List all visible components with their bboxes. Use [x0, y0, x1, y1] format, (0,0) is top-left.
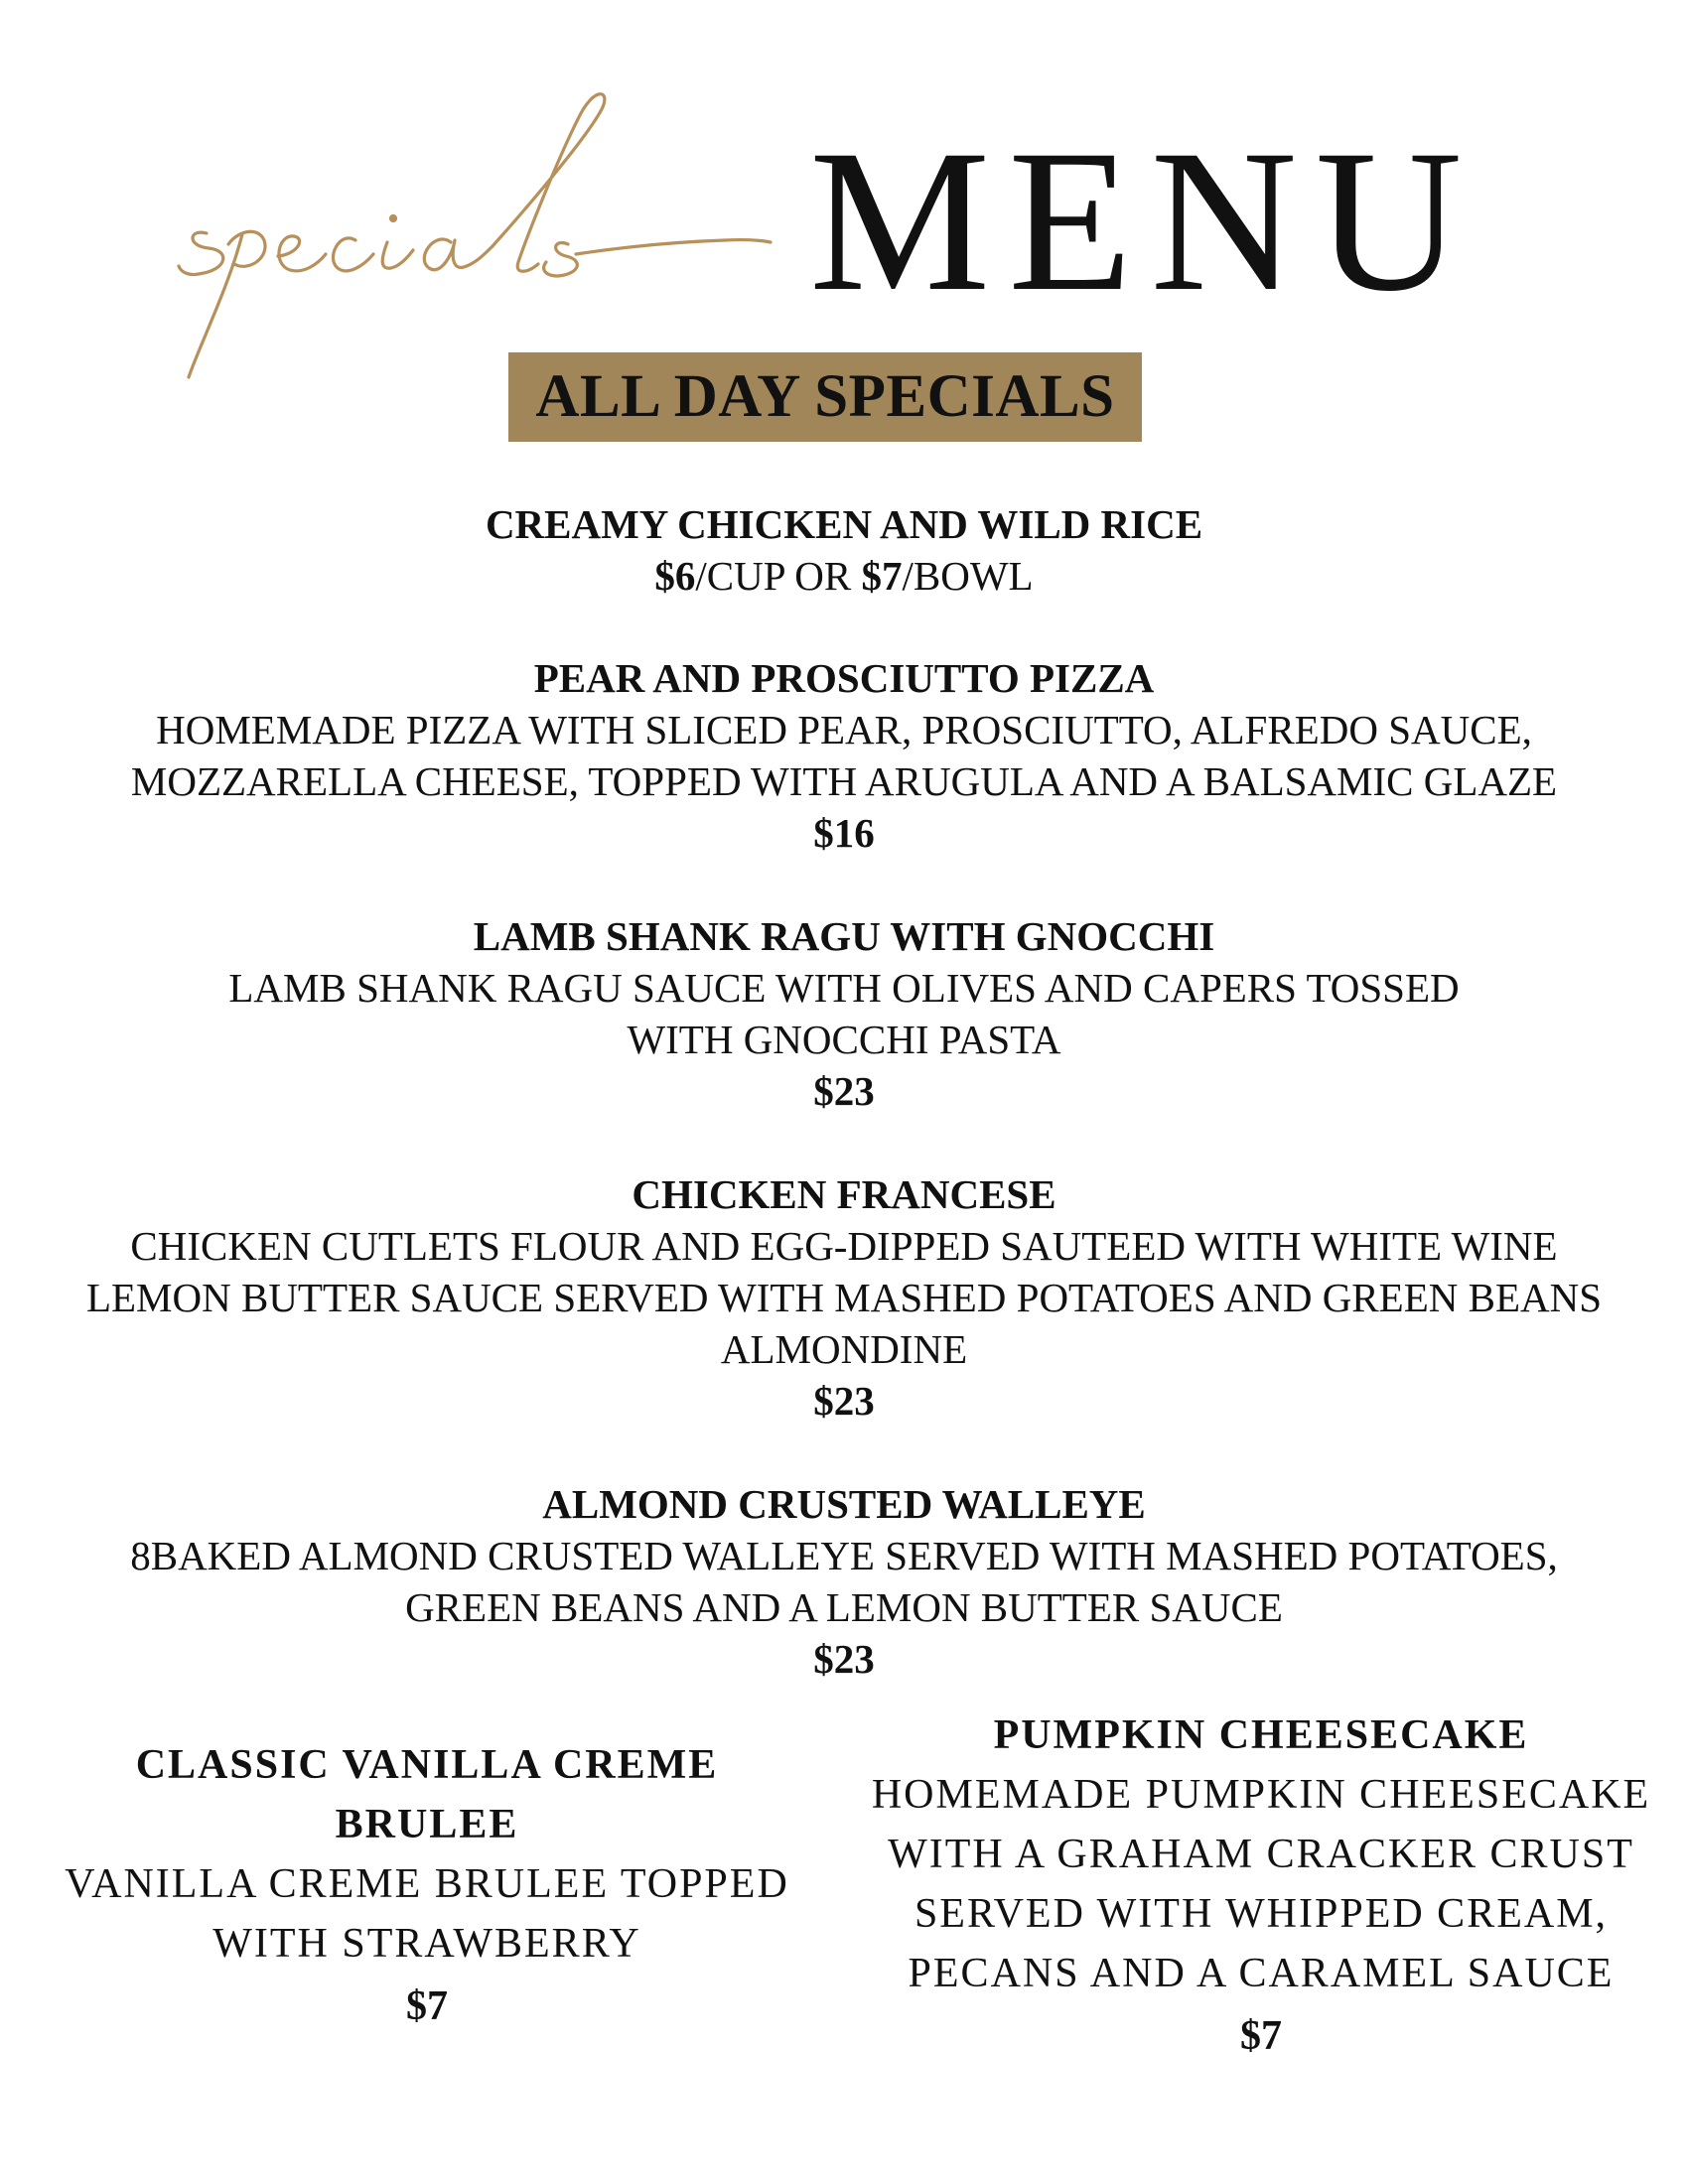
description-line: LAMB SHANK RAGU SAUCE WITH OLIVES AND CAPERS TOSSED — [228, 965, 1460, 1011]
item-price — [0, 550, 1688, 602]
dessert-description — [854, 1765, 1668, 2003]
description-line: ALMONDINE — [720, 1326, 968, 1372]
item-price: $23 — [813, 1068, 875, 1114]
dessert-name: BRULEE — [335, 1802, 519, 1847]
item-price: $23 — [813, 1636, 875, 1682]
description-line: WITH GNOCCHI PASTA — [627, 1017, 1061, 1062]
item-name: PEAR AND PROSCIUTTO PIZZA — [533, 655, 1155, 701]
description-line: HOMEMADE PUMPKIN CHEESECAKE — [871, 1772, 1651, 1818]
description-line: 8BAKED ALMOND CRUSTED WALLEYE SERVED WITH MASHED POTATOES, — [130, 1533, 1558, 1578]
cup-price: $6 — [654, 553, 696, 599]
dessert-name: PUMPKIN CHEESECAKE — [993, 1712, 1529, 1758]
dessert-price: $7 — [1240, 2013, 1282, 2059]
item-name: LAMB SHANK RAGU WITH GNOCCHI — [473, 913, 1215, 959]
item-description — [0, 1220, 1688, 1375]
dessert-name: CLASSIC VANILLA CREME — [135, 1742, 719, 1788]
dessert-creme-brulee — [30, 1735, 824, 2039]
menu-item-soup — [0, 498, 1688, 602]
description-line: MOZZARELLA CHEESE, TOPPED WITH ARUGULA AND A BALSAMIC GLAZE — [130, 758, 1558, 804]
description-line: PECANS AND A CARAMEL SAUCE — [908, 1951, 1615, 1996]
dessert-pumpkin-cheesecake — [854, 1706, 1668, 2069]
item-description — [0, 704, 1688, 807]
item-name: CREAMY CHICKEN AND WILD RICE — [485, 501, 1203, 547]
item-price: $23 — [813, 1378, 875, 1424]
price-unit: /BOWL — [902, 553, 1034, 599]
menu-item-pizza — [0, 652, 1688, 859]
menu-title: MENU — [809, 108, 1480, 334]
dessert-price: $7 — [406, 1983, 448, 2029]
description-line: SERVED WITH WHIPPED CREAM, — [914, 1891, 1609, 1937]
item-name: CHICKEN FRANCESE — [632, 1171, 1056, 1217]
item-description — [0, 962, 1688, 1065]
all-day-specials-banner — [508, 352, 1142, 442]
item-name: ALMOND CRUSTED WALLEYE — [542, 1481, 1146, 1527]
banner-text: ALL DAY SPECIALS — [535, 363, 1115, 430]
description-line: WITH STRAWBERRY — [212, 1921, 641, 1967]
item-price: $16 — [813, 810, 875, 856]
description-line: WITH A GRAHAM CRACKER CRUST — [888, 1832, 1634, 1877]
menu-item-chicken-francese — [0, 1168, 1688, 1427]
item-description — [0, 1530, 1688, 1633]
menu-item-walleye — [0, 1478, 1688, 1685]
description-line: GREEN BEANS AND A LEMON BUTTER SAUCE — [405, 1584, 1283, 1630]
description-line: CHICKEN CUTLETS FLOUR AND EGG-DIPPED SAUTEED WITH WHITE WINE — [130, 1223, 1558, 1269]
menu-header — [0, 40, 1688, 377]
menu-item-lamb — [0, 910, 1688, 1117]
description-line: LEMON BUTTER SAUCE SERVED WITH MASHED POTATOES AND GREEN BEANS — [85, 1275, 1603, 1320]
specials-script-logo — [169, 60, 844, 397]
description-line: HOMEMADE PIZZA WITH SLICED PEAR, PROSCIUTTO, ALFREDO SAUCE, — [156, 707, 1532, 752]
description-line: VANILLA CREME BRULEE TOPPED — [65, 1861, 789, 1907]
dessert-description — [30, 1854, 824, 1974]
bowl-price: $7 — [861, 553, 903, 599]
price-separator: /CUP OR — [695, 553, 862, 599]
